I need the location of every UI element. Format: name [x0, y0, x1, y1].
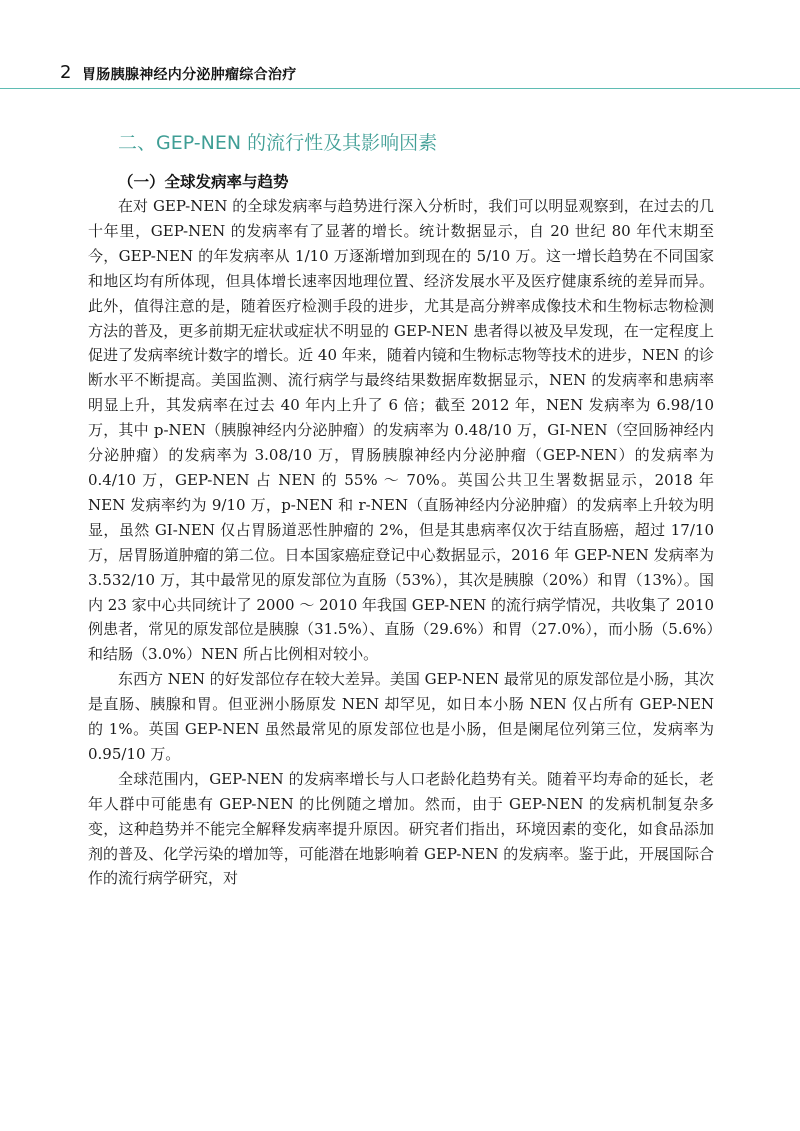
body-text	[88, 194, 714, 891]
header-divider	[0, 88, 800, 89]
section-title: 二、GEP-NEN 的流行性及其影响因素	[118, 132, 438, 154]
paragraph-3: 全球范围内，GEP-NEN 的发病率增长与人口老龄化趋势有关。随着平均寿命的延长，老年人群中可能患有 GEP-NEN 的比例随之增加。然而，由于 GEP-NEN 的发病机制复杂多变，这种趋势并不能完全解释发病率提升原因。研究者们指出，环境因素的变化，如食品添加剂的普及、化学污染的增加等，可能潜在地影响着 GEP-NEN 的发病率。鉴于此，开展国际合作的流行病学研究，对	[88, 769, 714, 888]
paragraph-1: 在对 GEP-NEN 的全球发病率与趋势进行深入分析时，我们可以明显观察到，在过去的几十年里，GEP-NEN 的发病率有了显著的增长。统计数据显示，自 20 世纪 80 年代末期至今，GEP-NEN 的年发病率从 1/10 万逐渐增加到现在的 5/10 万。这一增长趋势在不同国家和地区均有所体现，但具体增长速率因地理位置、经济发展水平及医疗健康系统的差异而异。此外，值得注意的是，随着医疗检测手段的进步，尤其是高分辨率成像技术和生物标志物检测方法的普及，更多前期无症状或症状不明显的 GEP-NEN 患者得以被及早发现，在一定程度上促进了发病率统计数字的增长。近 40 年来，随着内镜和生物标志物等技术的进步，NEN 的诊断水平不断提高。美国监测、流行病学与最终结果数据库数据显示，NEN 的发病率和患病率明显上升，其发病率在过去 40 年内上升了 6 倍；截至 2012 年，NEN 发病率为 6.98/10 万，其中 p-NEN（胰腺神经内分泌肿瘤）的发病率为 0.48/10 万，GI-NEN（空回肠神经内分泌肿瘤）的发病率为 3.08/10 万，胃肠胰腺神经内分泌肿瘤（GEP-NEN）的发病率为 0.4/10 万，GEP-NEN 占 NEN 的 55% ～ 70%。英国公共卫生署数据显示，2018 年 NEN 发病率约为 9/10 万，p-NEN 和 r-NEN（直肠神经内分泌肿瘤）的发病率上升较为明显，虽然 GI-NEN 仅占胃肠道恶性肿瘤的 2%，但是其患病率仅次于结直肠癌，超过 17/10 万，居胃肠道肿瘤的第二位。日本国家癌症登记中心数据显示，2016 年 GEP-NEN 发病率为 3.532/10 万，其中最常见的原发部位为直肠（53%），其次是胰腺（20%）和胃（13%）。国内 23 家中心共同统计了 2000 ～ 2010 年我国 GEP-NEN 的流行病学情况，共收集了 2010 例患者，常见的原发部位是胰腺（31.5%）、直肠（29.6%）和胃（27.0%），而小肠（5.6%）和结肠（3.0%）NEN 所占比例相对较小。	[88, 197, 714, 664]
page-number: 2	[60, 62, 72, 83]
running-title: 胃肠胰腺神经内分泌肿瘤综合治疗	[82, 67, 297, 83]
subsection-title: （一）全球发病率与趋势	[118, 172, 289, 191]
page-header	[0, 58, 800, 88]
paragraph-2: 东西方 NEN 的好发部位存在较大差异。美国 GEP-NEN 最常见的原发部位是小肠，其次是直肠、胰腺和胃。但亚洲小肠原发 NEN 却罕见，如日本小肠 NEN 仅占所有 GEP-NEN 的 1%。英国 GEP-NEN 虽然最常见的原发部位也是小肠，但是阑尾位列第三位，发病率为 0.95/10 万。	[88, 670, 714, 763]
